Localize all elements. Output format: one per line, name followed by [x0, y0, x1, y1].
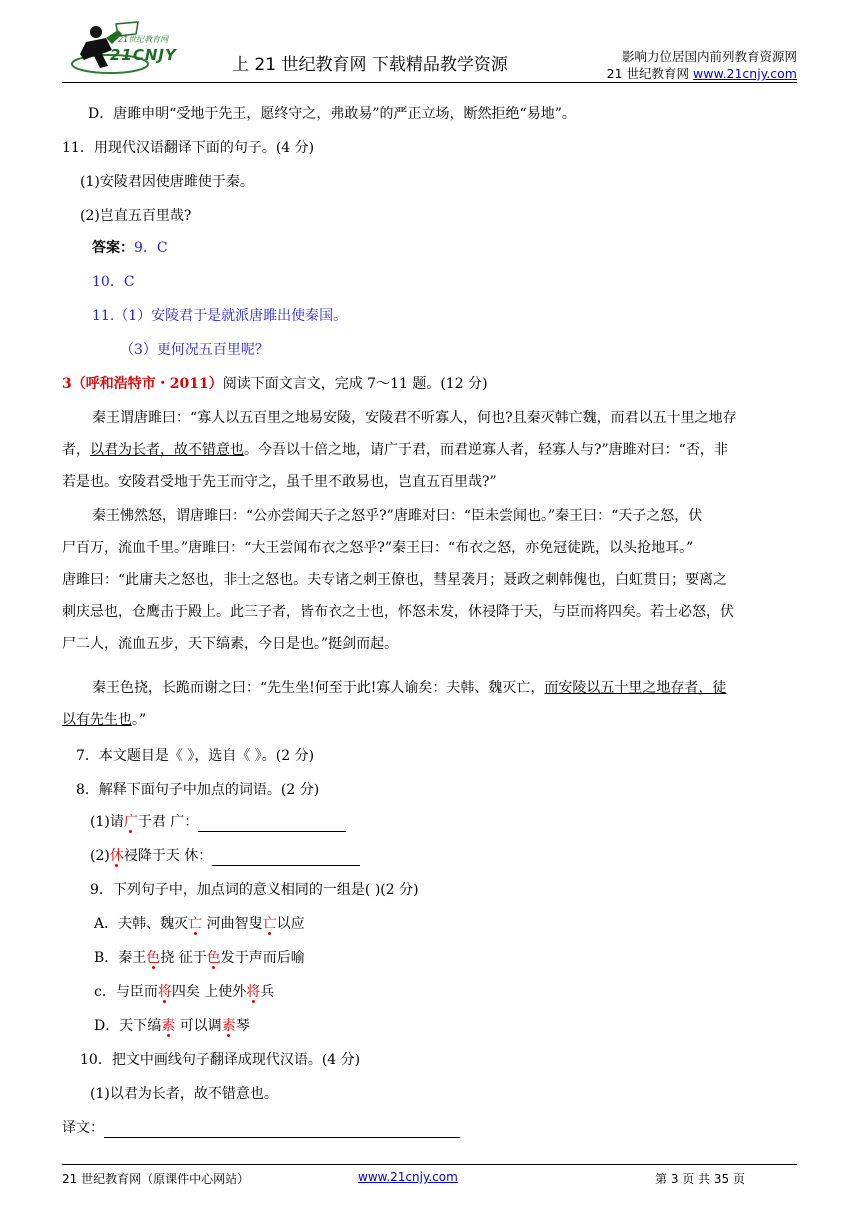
dotted-word: 亡: [262, 916, 277, 932]
text-span: 四矣 上使外: [171, 984, 247, 1000]
text-span: 。”: [132, 712, 147, 728]
section-instruction: 阅读下面文言文，完成 7～11 题。(12 分): [222, 376, 488, 392]
page-footer: [62, 1164, 797, 1187]
text-span: 琴: [235, 1018, 250, 1034]
question-9-option-b: [94, 948, 305, 968]
header-site-line: [607, 65, 797, 82]
text-span: 可以调: [175, 1018, 222, 1034]
text-span: 挠 征于: [160, 950, 207, 966]
text-span: (1)请: [90, 814, 124, 830]
underlined-sentence-2: 而安陵以五十里之地存者，徒: [544, 680, 727, 696]
answer-blank[interactable]: [198, 817, 346, 832]
answer-label: 答案：: [92, 240, 134, 256]
dotted-word: 色: [146, 950, 161, 966]
text-span: 。今吾以十倍之地，请广于君，而君逆寡人者，轻寡人与?”唐雎对曰：“否，非: [244, 442, 728, 458]
passage-p1-line-3: 若是也。安陵君受地于先王而守之，虽千里不敢易也，岂直五百里哉?”: [62, 474, 497, 490]
logo-text: 21CNJY: [110, 46, 177, 64]
question-8: 8．解释下面句子中加点的词语。(2 分): [76, 782, 320, 798]
dotted-word: 休: [109, 848, 124, 864]
question-9-option-d: [94, 1016, 250, 1036]
translation-label: 译文：: [62, 1120, 104, 1136]
dotted-word: 将: [157, 984, 172, 1000]
question-10: 10．把文中画线句子翻译成现代汉语。(4 分): [80, 1052, 361, 1068]
footer-site-link[interactable]: www.21cnjy.com: [358, 1170, 458, 1184]
translation-line: [62, 1118, 460, 1138]
passage-p2-line-1: 秦王怫然怒，谓唐雎曰：“公亦尝闻天子之怒乎?”唐雎对曰：“臣未尝闻也。”秦王曰：“天子之怒，伏: [92, 508, 703, 524]
dotted-word: 色: [206, 950, 221, 966]
site-title: 上 21 世纪教育网 下载精品教学资源: [232, 55, 508, 75]
passage-p2-line-2: 尸百万，流血千里。”唐雎曰：“大王尝闻布衣之怒乎?”秦王曰：“布衣之怒，亦免冠徒跣，以头抢地耳。”: [62, 540, 694, 556]
dotted-word: 亡: [188, 916, 203, 932]
dotted-word: 将: [246, 984, 261, 1000]
text-span: 秦王色挠，长跪而谢之曰：“先生坐!何至于此!寡人谕矣：夫韩、魏灭亡，: [92, 680, 545, 696]
passage-p3-line-2: [62, 710, 146, 730]
passage-p2-line-4: 刺庆忌也，仓鹰击于殿上。此三子者，皆布衣之士也，怀怒未发，休祲降于天，与臣而将四矣。若士必怒，伏: [62, 604, 734, 620]
question-9-option-c: [94, 982, 274, 1002]
text-span: 于君 广：: [137, 814, 199, 830]
page-number: 第 3 页 共 35 页: [655, 1172, 745, 1186]
question-11-item-1: (1)安陵君因使唐雎使于秦。: [80, 174, 254, 190]
logo-subtitle: 21世纪教育网: [118, 35, 169, 44]
section-source: 3（呼和浩特市・2011）: [62, 376, 223, 392]
header-site-name: 21 世纪教育网: [606, 66, 694, 81]
header-slogan: 影响力位居国内前列教育资源网: [621, 49, 797, 64]
footer-site-name: 21 世纪教育网（原课件中心网站）: [62, 1172, 250, 1186]
passage-p1-line-1: 秦王谓唐雎曰：“寡人以五百里之地易安陵，安陵君不听寡人，何也?且秦灭韩亡魏，而君以五十里之地存: [92, 410, 737, 426]
dotted-word: 素: [221, 1018, 236, 1034]
text-span: 祲降于天 休：: [123, 848, 213, 864]
page-header: [62, 20, 797, 83]
passage-p2-line-5: 尸二人，流血五步，天下缟素，今日是也。”挺剑而起。: [62, 636, 399, 652]
answer-blank[interactable]: [212, 851, 360, 866]
passage-p3-line-1: [92, 678, 726, 698]
text-span: D．天下缟: [94, 1018, 162, 1034]
text-span: 发于声而后喻: [220, 950, 305, 966]
answer-10: 10．C: [92, 274, 135, 290]
question-10-item-1: (1)以君为长者，故不错意也。: [90, 1086, 278, 1102]
header-site-link[interactable]: www.21cnjy.com: [693, 66, 797, 81]
answer-line-9: [92, 238, 168, 258]
text-span: 以应: [276, 916, 305, 932]
text-span: 河曲智叟: [202, 916, 263, 932]
passage-p1-line-2: [62, 440, 728, 460]
question-9-option-a: [94, 914, 305, 934]
text-span: B．秦王: [94, 950, 147, 966]
text-span: A．夫韩、魏灭: [94, 916, 189, 932]
text-span: c．与臣而: [94, 984, 158, 1000]
question-8-item-2: [90, 846, 360, 866]
question-9: 9．下列句子中，加点词的意义相同的一组是( )(2 分): [90, 882, 419, 898]
translation-blank[interactable]: [104, 1123, 460, 1138]
answer-11-3: （3）更何况五百里呢？: [120, 342, 269, 358]
text-span: 兵: [260, 984, 275, 1000]
question-11-item-2: (2)岂直五百里哉?: [80, 208, 192, 224]
dotted-word: 广: [123, 814, 138, 830]
site-logo: [66, 20, 196, 78]
header-right: [607, 48, 797, 82]
underlined-sentence-2-end: 以有先生也: [62, 712, 132, 728]
passage-p2-line-3: 唐雎曰：“此庸夫之怒也，非士之怒也。夫专诸之刺王僚也，彗星袭月；聂政之刺韩傀也，白虹贯日；要离之: [62, 572, 728, 588]
answer-9: 9．C: [134, 240, 168, 256]
answer-11-1: 11.（1）安陵君于是就派唐雎出使秦国。: [92, 308, 348, 324]
question-11: 11．用现代汉语翻译下面的句子。(4 分): [62, 140, 315, 156]
section-3-heading: [62, 374, 488, 394]
question-8-item-1: [90, 812, 346, 832]
text-span: (2): [90, 848, 110, 864]
text-span: 者，: [62, 442, 90, 458]
option-d-line: D．唐雎申明“受地于先王，愿终守之，弗敢易”的严正立场，断然拒绝“易地”。: [88, 106, 576, 122]
underlined-sentence-1: 以君为长者，故不错意也: [90, 442, 244, 458]
question-7: 7．本文题目是《 》，选自《 》。(2 分): [76, 748, 315, 764]
dotted-word: 素: [161, 1018, 176, 1034]
